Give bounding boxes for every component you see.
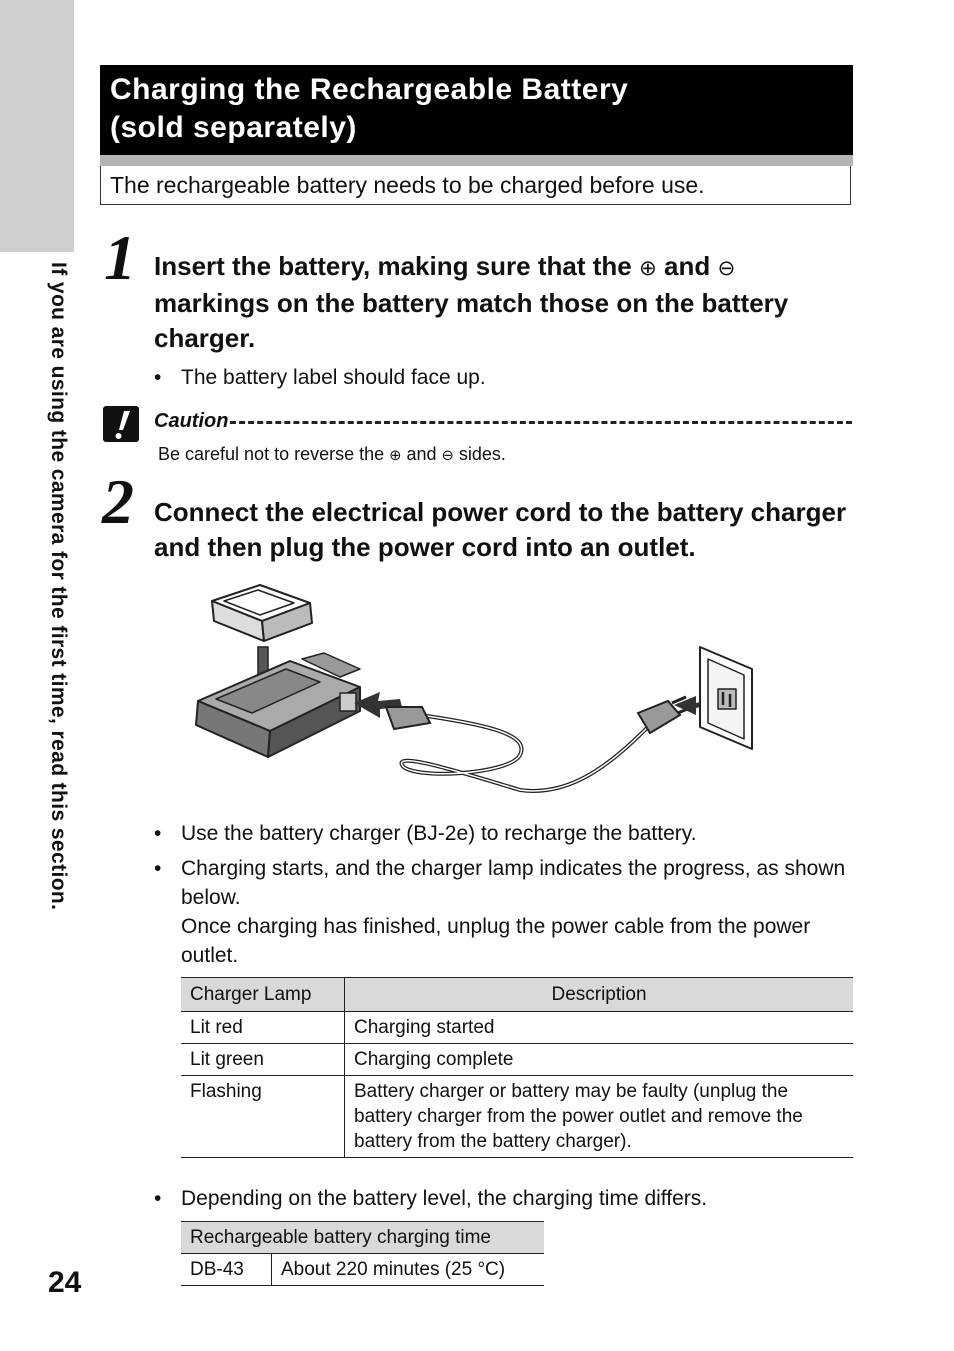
table-row (181, 1254, 544, 1286)
minus-symbol: ⊖ (717, 256, 736, 281)
battery-icon (212, 585, 312, 641)
table-header-row (181, 978, 853, 1012)
table-cell: Charging complete (345, 1044, 854, 1076)
charger-lamp-table (181, 977, 853, 1158)
battery-charger-icon (196, 653, 360, 757)
caution-text: Be careful not to reverse the ⊕ and ⊖ sides. (158, 444, 506, 464)
power-cord-icon (386, 697, 692, 791)
plus-symbol: ⊕ (638, 256, 657, 281)
plus-symbol: ⊕ (389, 447, 402, 464)
column-header: Rechargeable battery charging time (181, 1222, 544, 1254)
table-row (181, 1076, 853, 1158)
table-row (181, 1012, 853, 1044)
page-number: 24 (48, 1266, 82, 1299)
table-cell: DB-43 (181, 1254, 272, 1286)
caution-label: Caution (154, 410, 229, 432)
table-cell: Charging started (345, 1012, 854, 1044)
column-header: Description (345, 978, 854, 1012)
caution-icon (102, 405, 140, 443)
title-line-2: (sold separately) (110, 111, 357, 144)
bullet-icon: • (154, 857, 162, 880)
charger-illustration (190, 575, 770, 805)
minus-symbol: ⊖ (441, 447, 454, 464)
manual-page: If you are using the camera for the first time, read this section. Charging the Rechargeable Battery (sold separately) The rechargeable battery needs to be charged before use. 1 Insert the battery, making sure that the ⊕ and ⊖ markings on the battery match those on the battery charger. • The battery label should face up. Caution Be careful not to reverse the ⊕ and ⊖ sides. 2 Connect the electrical power cord to the battery charger and then plug the power cord into an outlet. • Use the battery charger (BJ-2e) to recharge the battery. • Charging starts, and the charger lamp indicates the progress, as shown below. Once charging has finished, unplug the power cable from the power outlet. Charger Lamp Description Lit red Charging started Lit green Charging complete Flashing Battery charger or battery may be faulty (unplug the battery charger from the power outlet and remove the battery from the battery charger). • Depending on the battery level, the charging time differs. Rechargeable battery charging time DB-43 About 220 minutes (25 °C) 24 (0, 0, 954, 1351)
title-line-1: Charging the Rechargeable Battery (110, 73, 629, 106)
table-row (181, 1044, 853, 1076)
title-underbar (100, 155, 853, 166)
charging-time-table (181, 1221, 544, 1286)
table-cell: About 220 minutes (25 °C) (272, 1254, 545, 1286)
table-cell: Battery charger or battery may be faulty (unplug the battery charger from the power outlet and remove the battery from the battery charger). (345, 1076, 854, 1158)
side-tab-label: If you are using the camera for the first time, read this section. (47, 262, 70, 911)
section-title (100, 65, 853, 155)
bullet-icon: • (154, 366, 162, 389)
section-tab (0, 0, 74, 252)
step-2-instruction: Connect the electrical power cord to the battery charger and then plug the power cord into an outlet. (154, 497, 847, 562)
table-cell: Flashing (181, 1076, 345, 1158)
step-1-instruction: Insert the battery, making sure that the ⊕ and ⊖ markings on the battery match those on the battery charger. (154, 251, 789, 353)
bullet-icon: • (154, 822, 162, 845)
table-cell: Lit green (181, 1044, 345, 1076)
intro-text: The rechargeable battery needs to be charged before use. (100, 166, 851, 205)
column-header: Charger Lamp (181, 978, 345, 1012)
wall-outlet-icon (700, 647, 752, 749)
caution-divider (230, 421, 852, 424)
step-number-1: 1 (104, 222, 136, 293)
bullet-icon: • (154, 1187, 162, 1210)
table-header-row (181, 1222, 544, 1254)
step-number-2: 2 (102, 466, 134, 537)
table-cell: Lit red (181, 1012, 345, 1044)
